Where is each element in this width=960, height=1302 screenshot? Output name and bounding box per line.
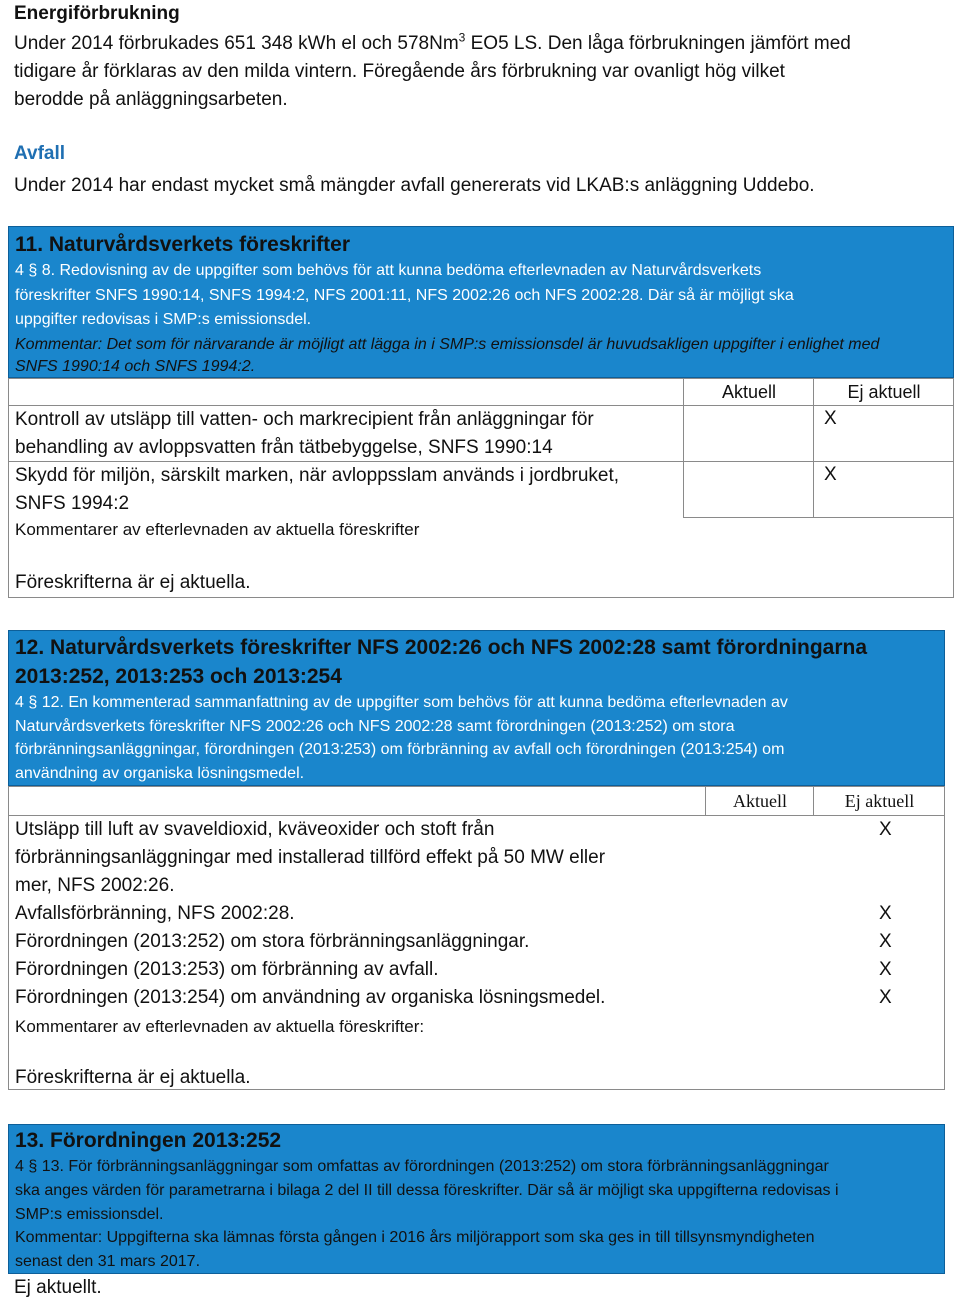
requirement-row-1-line1: Utsläpp till luft av svaveldioxid, kväveoxider och stoft från bbox=[15, 819, 495, 840]
cell-ej-aktuell-mark: X bbox=[813, 405, 953, 461]
ej-aktuell-mark: X bbox=[879, 931, 892, 952]
requirement-row-2: Avfallsförbränning, NFS 2002:28. bbox=[15, 903, 295, 924]
ej-aktuell-mark: X bbox=[879, 987, 892, 1008]
energy-text-line2: tidigare år förklaras av den milda vintern. Föregående års förbrukning var ovanligt hög vilket bbox=[14, 61, 785, 82]
requirement-row-2-line2: SNFS 1994:2 bbox=[15, 493, 130, 514]
comments-label: Kommentarer av efterlevnaden av aktuella föreskrifter bbox=[15, 520, 420, 539]
ej-aktuell-mark: X bbox=[879, 903, 892, 924]
section-13-para-line3: SMP:s emissionsdel. bbox=[15, 1206, 164, 1223]
section-11-table-panel bbox=[8, 378, 954, 598]
section-13-comment-line1: Kommentar: Uppgifterna ska lämnas första gången i 2016 års miljörapport som ska ges in till tillsynsmyndigheten bbox=[15, 1229, 815, 1246]
section-13-header-panel bbox=[8, 1124, 945, 1274]
waste-text: Under 2014 har endast mycket små mängder avfall genererats vid LKAB:s anläggning Uddebo. bbox=[14, 175, 815, 196]
row-divider bbox=[683, 517, 953, 518]
col-header-ej-aktuell: Ej aktuell bbox=[813, 787, 945, 815]
conclusion-text: Föreskrifterna är ej aktuella. bbox=[15, 1067, 251, 1088]
requirement-row-1-line3: mer, NFS 2002:26. bbox=[15, 875, 175, 896]
section-11-header-panel bbox=[8, 226, 954, 378]
section-12-para-line2: Naturvårdsverkets föreskrifter NFS 2002:26 och NFS 2002:28 samt förordningen (2013:252) om stora bbox=[15, 718, 735, 735]
section-11-comment-line2: SNFS 1990:14 och SNFS 1994:2. bbox=[15, 358, 256, 375]
waste-heading: Avfall bbox=[14, 143, 66, 164]
cell-ej-aktuell-mark: X bbox=[813, 461, 953, 517]
section-11-para-line1: 4 § 8. Redovisning av de uppgifter som behövs för att kunna bedöma efterlevnaden av Naturvårdsverkets bbox=[15, 262, 762, 279]
requirement-row-1-line1: Kontroll av utsläpp till vatten- och markrecipient från anläggningar för bbox=[15, 409, 594, 430]
energy-text-part: EO5 LS. Den låga förbrukningen jämfört med bbox=[465, 33, 851, 54]
energy-text-line3: berodde på anläggningsarbeten. bbox=[14, 89, 288, 110]
section-12-heading-line1: 12. Naturvårdsverkets föreskrifter NFS 2002:26 och NFS 2002:28 samt förordningarna bbox=[15, 636, 868, 659]
requirement-row-3: Förordningen (2013:252) om stora förbränningsanläggningar. bbox=[15, 931, 530, 952]
section-13-para-line2: ska anges värden för parametrarna i bilaga 2 del II till dessa föreskrifter. Där så är möjligt ska uppgifterna redovisas i bbox=[15, 1182, 839, 1199]
section-12-heading-line2: 2013:252, 2013:253 och 2013:254 bbox=[15, 665, 342, 688]
section-11-comment-line1: Kommentar: Det som för närvarande är möjligt att lägga in i SMP:s emissionsdel är huvudsakligen uppgifter i enlighet med bbox=[15, 336, 880, 353]
comments-label: Kommentarer av efterlevnaden av aktuella föreskrifter: bbox=[15, 1017, 425, 1036]
section-12-para-line3: förbränningsanläggningar, förordningen (2013:253) om förbränning av avfall och förordningen (2013:254) om bbox=[15, 741, 785, 758]
requirement-row-1-line2: förbränningsanläggningar med installerad tillförd effekt på 50 MW eller bbox=[15, 847, 606, 868]
section-13-comment-line2: senast den 31 mars 2017. bbox=[15, 1253, 201, 1270]
ej-aktuell-mark: X bbox=[879, 819, 892, 840]
requirement-row-1-line2: behandling av avloppsvatten från tätbebyggelse, SNFS 1990:14 bbox=[15, 437, 553, 458]
section-13-heading: 13. Förordningen 2013:252 bbox=[15, 1129, 282, 1152]
section-11-heading: 11. Naturvårdsverkets föreskrifter bbox=[15, 233, 351, 256]
col-header-aktuell: Aktuell bbox=[683, 379, 814, 406]
energy-heading: Energiförbrukning bbox=[14, 3, 180, 24]
cell-aktuell bbox=[683, 405, 814, 461]
requirement-row-5: Förordningen (2013:254) om användning av organiska lösningsmedel. bbox=[15, 987, 606, 1008]
energy-text-line1 bbox=[14, 30, 851, 58]
section-12-para-line4: användning av organiska lösningsmedel. bbox=[15, 765, 305, 782]
section-12-header-panel bbox=[8, 630, 945, 786]
col-header-ej-aktuell: Ej aktuell bbox=[813, 379, 954, 406]
section-12-table-panel bbox=[8, 786, 945, 1090]
requirement-row-4: Förordningen (2013:253) om förbränning av avfall. bbox=[15, 959, 439, 980]
cell-aktuell bbox=[683, 461, 814, 517]
conclusion-text: Föreskrifterna är ej aktuella. bbox=[15, 572, 251, 593]
section-13-conclusion: Ej aktuellt. bbox=[14, 1277, 102, 1298]
section-13-para-line1: 4 § 13. För förbränningsanläggningar som omfattas av förordningen (2013:252) om stora förbränningsanläggningar bbox=[15, 1158, 829, 1175]
requirement-row-2-line1: Skydd för miljön, särskilt marken, när avloppsslam används i jordbruket, bbox=[15, 465, 620, 486]
section-11-para-line2: föreskrifter SNFS 1990:14, SNFS 1994:2, NFS 2001:11, NFS 2002:26 och NFS 2002:28. Där så är möjligt ska bbox=[15, 287, 794, 304]
section-11-para-line3: uppgifter redovisas i SMP:s emissionsdel. bbox=[15, 311, 312, 328]
energy-text-part: Under 2014 förbrukades 651 348 kWh el och 578Nm bbox=[14, 33, 459, 54]
superscript: 3 bbox=[458, 30, 466, 45]
col-header-aktuell: Aktuell bbox=[705, 787, 814, 815]
section-12-para-line1: 4 § 12. En kommenterad sammanfattning av de uppgifter som behövs för att kunna bedöma efterlevnaden av bbox=[15, 694, 788, 711]
ej-aktuell-mark: X bbox=[879, 959, 892, 980]
